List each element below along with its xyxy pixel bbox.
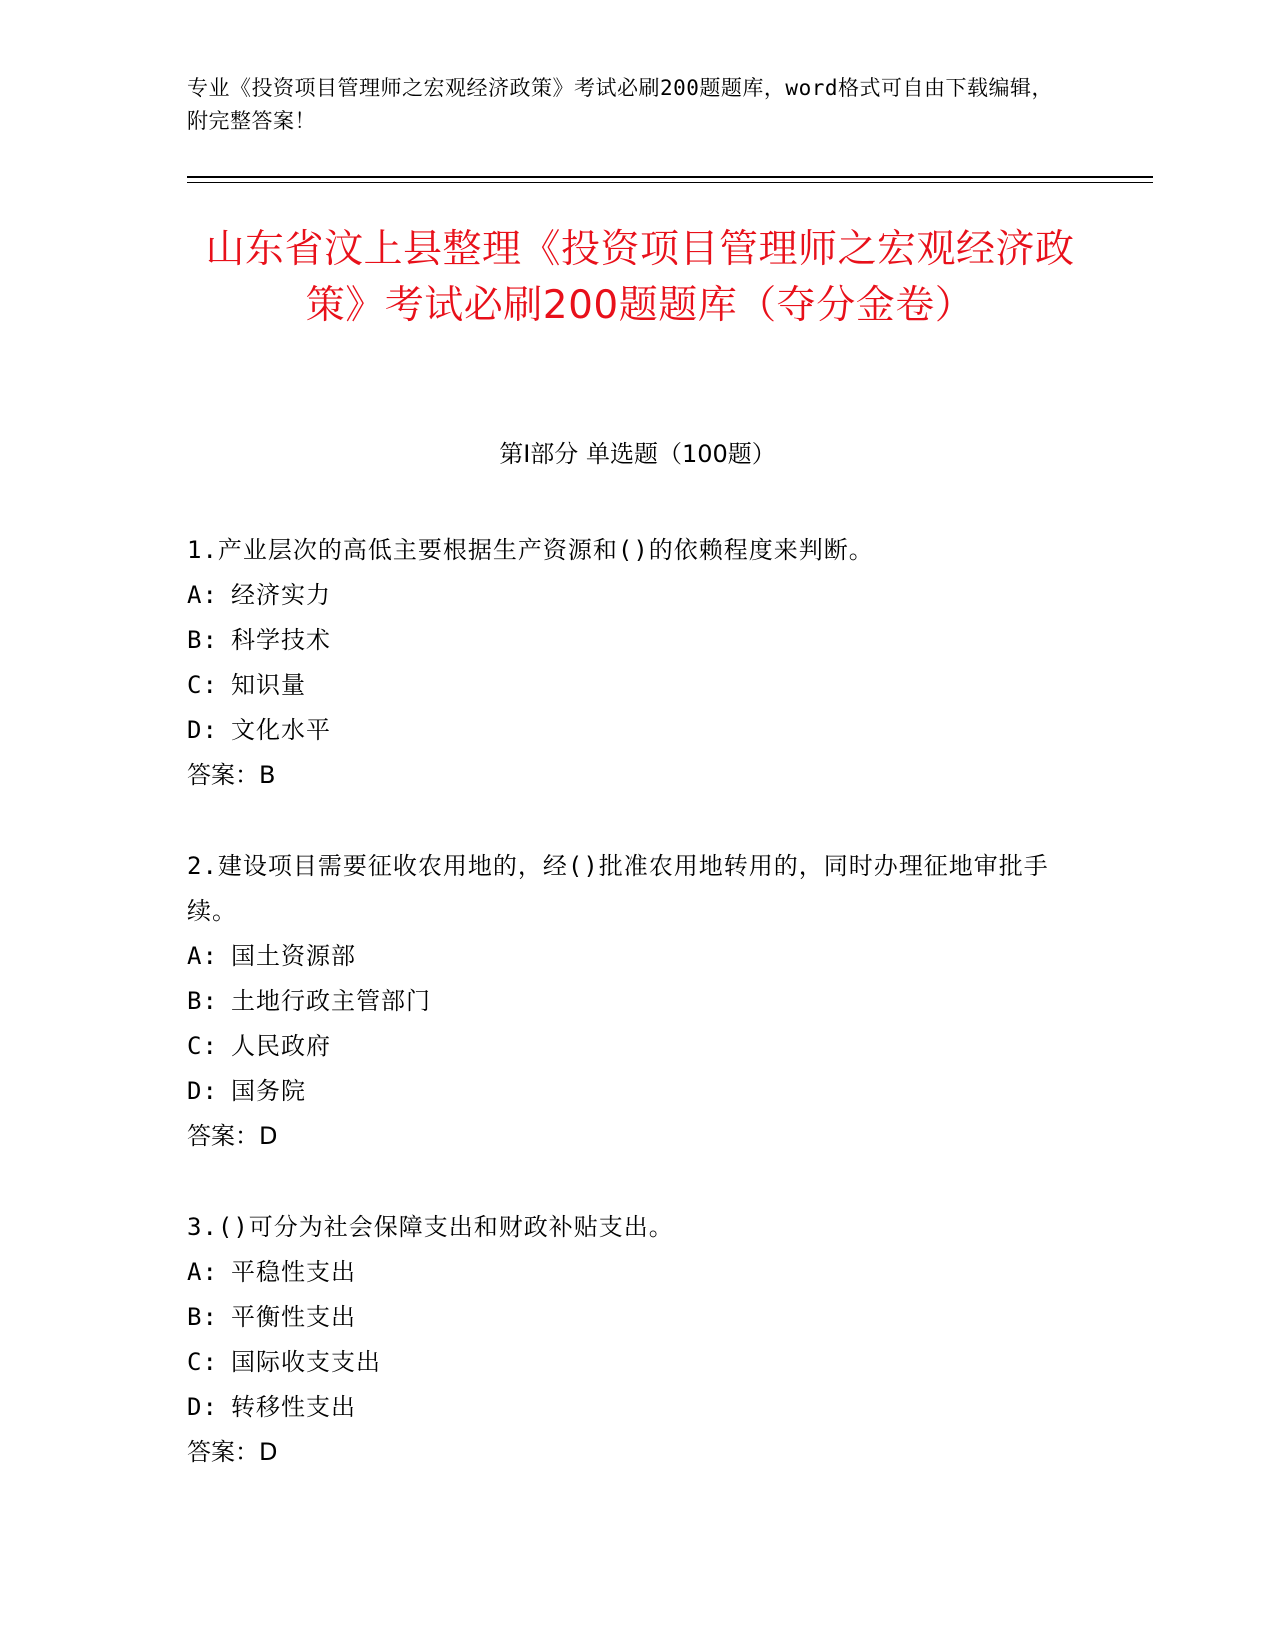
- option-key: B:: [187, 1303, 218, 1331]
- option-text: 土地行政主管部门: [231, 987, 431, 1015]
- option-b: [187, 1295, 1067, 1340]
- question-stem: 3.()可分为社会保障支出和财政补贴支出。: [187, 1213, 674, 1241]
- option-text: 平稳性支出: [231, 1258, 356, 1286]
- option-key: B:: [187, 626, 218, 654]
- option-text: 文化水平: [231, 716, 331, 744]
- option-text: 国土资源部: [231, 942, 356, 970]
- option-text: 人民政府: [231, 1032, 331, 1060]
- header-divider-thick: [187, 176, 1153, 178]
- answer-line: 答案：D: [187, 1122, 278, 1150]
- option-key: A:: [187, 581, 218, 609]
- question-list: [187, 528, 1067, 1521]
- option-c: [187, 1024, 1067, 1069]
- option-key: A:: [187, 942, 218, 970]
- option-a: [187, 934, 1067, 979]
- option-key: D:: [187, 1077, 218, 1105]
- option-d: [187, 1069, 1067, 1114]
- question-2: [187, 844, 1067, 1159]
- option-text: 国际收支支出: [231, 1348, 381, 1376]
- option-d: [187, 1385, 1067, 1430]
- option-d: [187, 708, 1067, 753]
- option-key: A:: [187, 1258, 218, 1286]
- option-key: D:: [187, 716, 218, 744]
- option-key: B:: [187, 987, 218, 1015]
- question-1: [187, 528, 1067, 798]
- question-stem: 2.建设项目需要征收农用地的，经()批准农用地转用的，同时办理征地审批手续。: [187, 852, 1049, 925]
- answer-line: 答案：B: [187, 761, 276, 789]
- option-c: [187, 1340, 1067, 1385]
- option-a: [187, 1250, 1067, 1295]
- option-text: 平衡性支出: [231, 1303, 356, 1331]
- option-a: [187, 573, 1067, 618]
- option-c: [187, 663, 1067, 708]
- option-text: 转移性支出: [231, 1393, 356, 1421]
- header-divider-thin: [187, 182, 1153, 183]
- option-b: [187, 979, 1067, 1024]
- option-key: C:: [187, 671, 218, 699]
- option-key: D:: [187, 1393, 218, 1421]
- option-text: 科学技术: [231, 626, 331, 654]
- header-note: 专业《投资项目管理师之宏观经济政策》考试必刷200题题库，word格式可自由下载编辑，附完整答案！: [187, 76, 1053, 133]
- option-b: [187, 618, 1067, 663]
- answer-line: 答案：D: [187, 1438, 278, 1466]
- option-text: 经济实力: [231, 581, 331, 609]
- question-stem: 1.产业层次的高低主要根据生产资源和()的依赖程度来判断。: [187, 536, 874, 564]
- option-text: 国务院: [231, 1077, 306, 1105]
- document-title: 山东省汶上县整理《投资项目管理师之宏观经济政策》考试必刷200题题库（夺分金卷）: [205, 227, 1075, 328]
- option-key: C:: [187, 1348, 218, 1376]
- option-text: 知识量: [231, 671, 306, 699]
- section-title: 第Ⅰ部分 单选题（100题）: [499, 440, 776, 468]
- question-3: [187, 1205, 1067, 1475]
- option-key: C:: [187, 1032, 218, 1060]
